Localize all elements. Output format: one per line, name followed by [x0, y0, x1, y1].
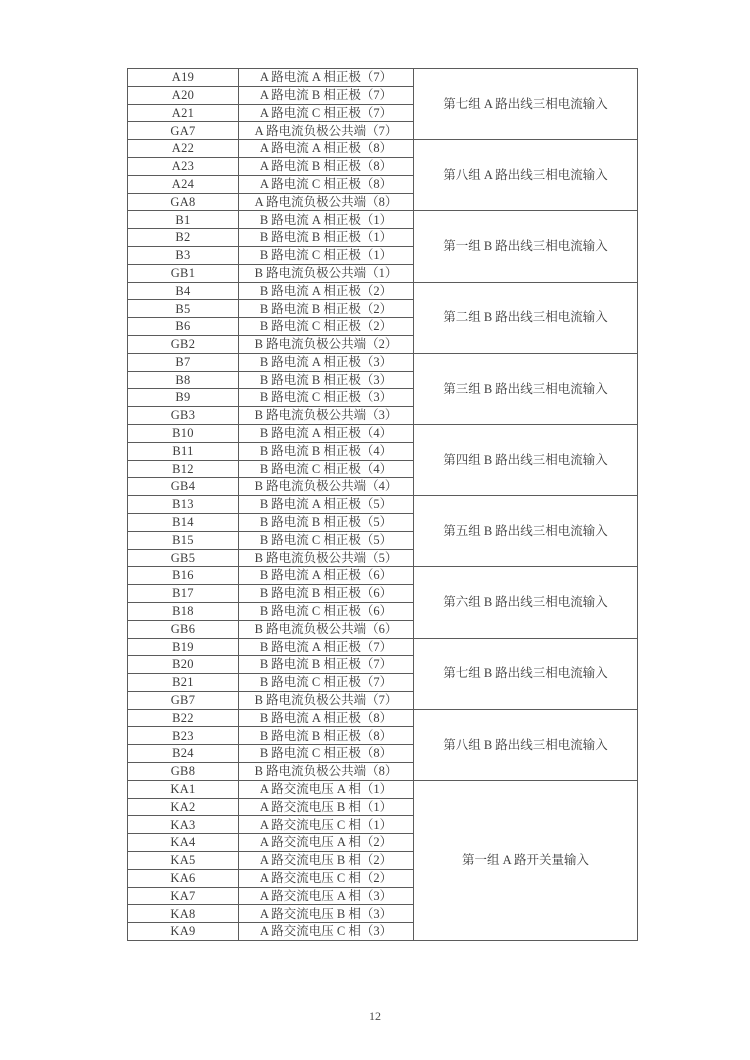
table-row	[128, 282, 638, 300]
table-row	[128, 424, 638, 442]
terminal-code-cell: GB5	[128, 549, 239, 567]
table-row	[128, 567, 638, 585]
terminal-code-cell: B13	[128, 496, 239, 514]
terminal-code-cell: B9	[128, 389, 239, 407]
terminal-code-cell: A20	[128, 86, 239, 104]
terminal-code-cell: B7	[128, 353, 239, 371]
terminal-code-cell: KA6	[128, 869, 239, 887]
terminal-description-cell: A 路交流电压 C 相（1）	[239, 816, 414, 834]
terminal-code-cell: A19	[128, 69, 239, 87]
terminal-description-cell: B 路电流 B 相正极（8）	[239, 727, 414, 745]
group-label-cell: 第四组 B 路出线三相电流输入	[414, 424, 638, 495]
group-label-cell: 第八组 B 路出线三相电流输入	[414, 709, 638, 780]
terminal-description-cell: B 路电流 C 相正极（6）	[239, 602, 414, 620]
terminal-code-cell: B6	[128, 318, 239, 336]
table-row	[128, 638, 638, 656]
terminal-description-cell: B 路电流负极公共端（6）	[239, 620, 414, 638]
terminal-description-cell: B 路电流 B 相正极（7）	[239, 656, 414, 674]
terminal-code-cell: GB7	[128, 691, 239, 709]
terminal-description-cell: B 路电流负极公共端（5）	[239, 549, 414, 567]
group-label-cell: 第二组 B 路出线三相电流输入	[414, 282, 638, 353]
group-label-cell: 第一组 A 路开关量输入	[414, 780, 638, 940]
terminal-description-cell: A 路交流电压 C 相（3）	[239, 923, 414, 941]
terminal-description-cell: A 路交流电压 B 相（3）	[239, 905, 414, 923]
terminal-code-cell: B11	[128, 442, 239, 460]
terminal-description-cell: A 路交流电压 C 相（2）	[239, 869, 414, 887]
terminal-code-cell: KA5	[128, 852, 239, 870]
table-row	[128, 69, 638, 87]
terminal-description-cell: B 路电流 A 相正极（1）	[239, 211, 414, 229]
terminal-description-cell: B 路电流负极公共端（2）	[239, 335, 414, 353]
terminal-code-cell: B10	[128, 424, 239, 442]
terminal-code-cell: GA8	[128, 193, 239, 211]
terminal-description-cell: A 路电流负极公共端（8）	[239, 193, 414, 211]
terminal-description-cell: B 路电流 C 相正极（4）	[239, 460, 414, 478]
terminal-description-cell: A 路电流 C 相正极（7）	[239, 104, 414, 122]
terminal-description-cell: B 路电流 C 相正极（1）	[239, 246, 414, 264]
terminal-description-cell: B 路电流 B 相正极（5）	[239, 513, 414, 531]
terminal-code-cell: B3	[128, 246, 239, 264]
terminal-description-cell: A 路电流负极公共端（7）	[239, 122, 414, 140]
terminal-code-cell: KA1	[128, 780, 239, 798]
terminal-description-cell: B 路电流 C 相正极（7）	[239, 674, 414, 692]
terminal-code-cell: KA3	[128, 816, 239, 834]
terminal-code-cell: GB4	[128, 478, 239, 496]
terminal-description-cell: B 路电流 B 相正极（4）	[239, 442, 414, 460]
terminal-code-cell: B24	[128, 745, 239, 763]
terminal-code-cell: B15	[128, 531, 239, 549]
terminal-description-cell: B 路电流 C 相正极（2）	[239, 318, 414, 336]
terminal-code-cell: A22	[128, 140, 239, 158]
terminal-description-cell: B 路电流 A 相正极（5）	[239, 496, 414, 514]
terminal-code-cell: B14	[128, 513, 239, 531]
terminal-description-cell: A 路电流 B 相正极（7）	[239, 86, 414, 104]
terminal-code-cell: B21	[128, 674, 239, 692]
terminal-code-cell: B23	[128, 727, 239, 745]
terminal-description-cell: B 路电流负极公共端（1）	[239, 264, 414, 282]
terminal-description-cell: B 路电流 A 相正极（4）	[239, 424, 414, 442]
terminal-description-cell: B 路电流负极公共端（3）	[239, 407, 414, 425]
terminal-description-cell: B 路电流 A 相正极（2）	[239, 282, 414, 300]
table-row	[128, 780, 638, 798]
terminal-code-cell: GA7	[128, 122, 239, 140]
terminal-description-cell: B 路电流负极公共端（7）	[239, 691, 414, 709]
terminal-code-cell: B17	[128, 585, 239, 603]
terminal-description-cell: B 路电流 A 相正极（7）	[239, 638, 414, 656]
terminal-description-cell: B 路电流 A 相正极（8）	[239, 709, 414, 727]
terminal-code-cell: A23	[128, 157, 239, 175]
terminal-code-cell: B20	[128, 656, 239, 674]
terminal-description-cell: A 路电流 A 相正极（7）	[239, 69, 414, 87]
table-row	[128, 140, 638, 158]
terminal-code-cell: GB1	[128, 264, 239, 282]
terminal-description-cell: A 路交流电压 A 相（2）	[239, 834, 414, 852]
group-label-cell: 第七组 B 路出线三相电流输入	[414, 638, 638, 709]
terminal-code-cell: GB6	[128, 620, 239, 638]
terminal-description-cell: B 路电流 C 相正极（5）	[239, 531, 414, 549]
terminal-description-cell: A 路交流电压 B 相（1）	[239, 798, 414, 816]
terminal-description-cell: A 路交流电压 A 相（3）	[239, 887, 414, 905]
terminal-description-cell: B 路电流负极公共端（4）	[239, 478, 414, 496]
terminal-code-cell: KA2	[128, 798, 239, 816]
terminal-description-cell: A 路电流 A 相正极（8）	[239, 140, 414, 158]
terminal-code-cell: B8	[128, 371, 239, 389]
terminal-code-cell: B12	[128, 460, 239, 478]
terminal-description-cell: B 路电流 B 相正极（2）	[239, 300, 414, 318]
terminal-code-cell: A24	[128, 175, 239, 193]
terminal-description-cell: A 路交流电压 B 相（2）	[239, 852, 414, 870]
terminal-description-cell: B 路电流 B 相正极（3）	[239, 371, 414, 389]
terminal-code-cell: B18	[128, 602, 239, 620]
group-label-cell: 第三组 B 路出线三相电流输入	[414, 353, 638, 424]
group-label-cell: 第八组 A 路出线三相电流输入	[414, 140, 638, 211]
terminal-description-cell: A 路电流 C 相正极（8）	[239, 175, 414, 193]
terminal-code-cell: B16	[128, 567, 239, 585]
terminal-description-cell: B 路电流 B 相正极（6）	[239, 585, 414, 603]
group-label-cell: 第一组 B 路出线三相电流输入	[414, 211, 638, 282]
terminal-description-cell: A 路交流电压 A 相（1）	[239, 780, 414, 798]
group-label-cell: 第六组 B 路出线三相电流输入	[414, 567, 638, 638]
terminal-code-cell: A21	[128, 104, 239, 122]
terminal-code-cell: B5	[128, 300, 239, 318]
terminal-code-cell: KA7	[128, 887, 239, 905]
table-row	[128, 353, 638, 371]
terminal-code-cell: KA8	[128, 905, 239, 923]
terminal-code-cell: B1	[128, 211, 239, 229]
terminal-description-cell: B 路电流负极公共端（8）	[239, 763, 414, 781]
terminal-code-cell: GB8	[128, 763, 239, 781]
terminal-code-cell: B22	[128, 709, 239, 727]
terminal-code-cell: B19	[128, 638, 239, 656]
terminal-table	[127, 68, 638, 941]
terminal-code-cell: KA4	[128, 834, 239, 852]
page-number: 12	[369, 1009, 381, 1023]
terminal-description-cell: B 路电流 B 相正极（1）	[239, 229, 414, 247]
terminal-description-cell: B 路电流 A 相正极（6）	[239, 567, 414, 585]
group-label-cell: 第七组 A 路出线三相电流输入	[414, 69, 638, 140]
terminal-description-cell: B 路电流 A 相正极（3）	[239, 353, 414, 371]
terminal-description-cell: B 路电流 C 相正极（3）	[239, 389, 414, 407]
group-label-cell: 第五组 B 路出线三相电流输入	[414, 496, 638, 567]
terminal-code-cell: GB3	[128, 407, 239, 425]
terminal-code-cell: GB2	[128, 335, 239, 353]
terminal-description-cell: B 路电流 C 相正极（8）	[239, 745, 414, 763]
terminal-description-cell: A 路电流 B 相正极（8）	[239, 157, 414, 175]
table-row	[128, 496, 638, 514]
table-row	[128, 211, 638, 229]
terminal-code-cell: KA9	[128, 923, 239, 941]
terminal-code-cell: B2	[128, 229, 239, 247]
terminal-code-cell: B4	[128, 282, 239, 300]
table-row	[128, 709, 638, 727]
terminal-table-body	[128, 69, 638, 941]
